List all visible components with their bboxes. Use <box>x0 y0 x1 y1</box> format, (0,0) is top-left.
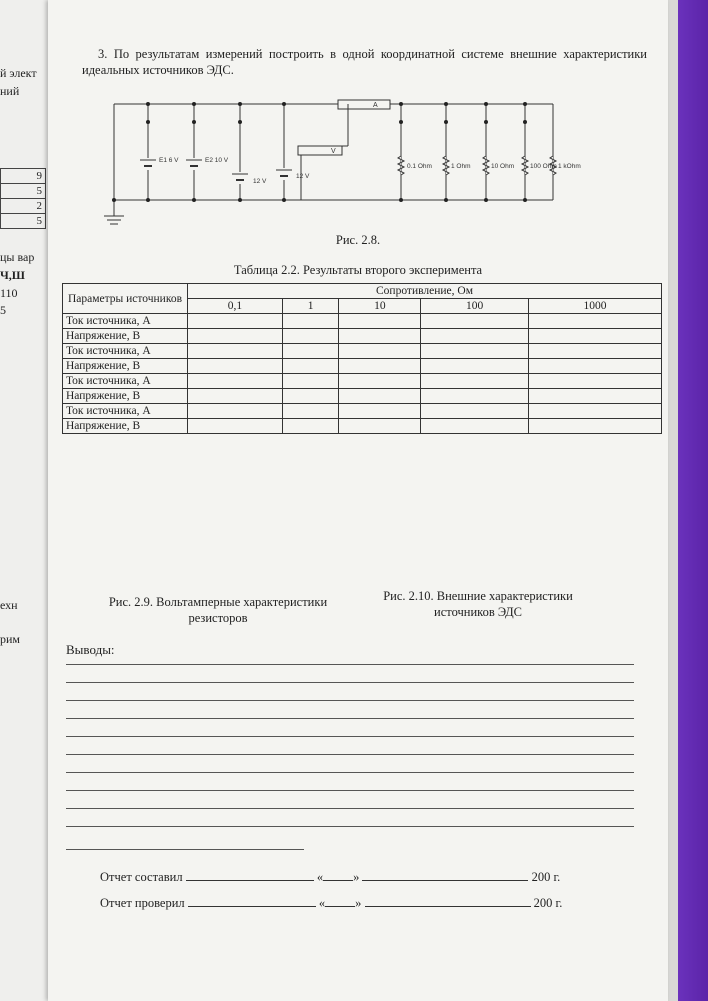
fig-2-8-caption: Рис. 2.8. <box>335 233 381 247</box>
resistor-label-5: 1 kOhm <box>558 163 581 170</box>
prev-row-1: 110 <box>0 286 18 300</box>
ammeter-label: A <box>373 102 378 109</box>
conclusion-line <box>66 718 634 719</box>
table-row: Напряжение, В <box>63 359 662 374</box>
prev-header: Ч,Ш <box>0 268 25 282</box>
source-label-3: 12 V <box>253 178 267 185</box>
table-row: Ток источника, А <box>63 314 662 329</box>
results-table <box>62 283 662 434</box>
fig-2-9-caption: Рис. 2.9. Вольтамперные характеристики резисторов <box>108 595 328 625</box>
signature-checked: Отчет проверил « » 200 г. <box>100 896 563 910</box>
conclusion-line <box>66 826 634 827</box>
day-blank[interactable] <box>323 880 353 881</box>
source-label-2: E2 10 V <box>205 157 229 164</box>
month-blank[interactable] <box>365 906 531 907</box>
document-page <box>48 0 668 1001</box>
resistance-col-1: 0,1 <box>188 299 283 314</box>
table-row: Напряжение, В <box>63 329 662 344</box>
conclusion-line <box>66 664 634 665</box>
conclusions-label: Выводы: <box>66 642 115 657</box>
conclusion-line <box>66 736 634 737</box>
table-row: Ток источника, А <box>63 344 662 359</box>
table-row: Ток источника, А <box>63 404 662 419</box>
voltmeter-label: V <box>331 148 336 155</box>
table-title: Таблица 2.2. Результаты второго эксперимента <box>233 263 483 277</box>
resistance-header: Сопротивление, Ом <box>188 284 662 299</box>
prev-line-2: ний <box>0 84 20 98</box>
prev-side-2: рим <box>0 632 21 646</box>
month-blank[interactable] <box>362 880 528 881</box>
fig-2-10-caption: Рис. 2.10. Внешние характеристики источников ЭДС <box>383 589 573 619</box>
resistor-label-1: 0.1 Ohm <box>407 163 432 170</box>
prev-caption: цы вар <box>0 250 35 264</box>
prev-table: 9 5 2 5 <box>0 168 46 229</box>
param-header: Параметры источников <box>63 284 188 314</box>
source-label-4: 12 V <box>296 173 310 180</box>
resistance-col-5: 1000 <box>528 299 661 314</box>
conclusion-line <box>66 754 634 755</box>
table-row: Напряжение, В <box>63 389 662 404</box>
conclusion-line <box>66 790 634 791</box>
source-label-1: E1 6 V <box>159 157 179 164</box>
previous-page <box>0 0 53 1001</box>
table-row: Ток источника, А <box>63 374 662 389</box>
resistance-col-2: 1 <box>282 299 339 314</box>
resistor-label-4: 100 Ohm <box>530 163 557 170</box>
ammeter <box>338 100 390 109</box>
resistance-col-3: 10 <box>339 299 421 314</box>
task-paragraph: 3. По результатам измерений построить в одной координатной системе внешние характеристики идеальных источников ЭДС. <box>82 47 647 77</box>
conclusion-line <box>66 772 634 773</box>
resistor-label-3: 10 Ohm <box>491 163 515 170</box>
conclusion-line <box>66 700 634 701</box>
prev-row-2: 5 <box>0 303 6 317</box>
resistor-label-2: 1 Ohm <box>451 163 471 170</box>
circuit-diagram <box>98 92 608 234</box>
prev-line-1: й элект <box>0 66 37 80</box>
name-blank[interactable] <box>186 880 314 881</box>
conclusion-line <box>66 682 634 683</box>
name-blank[interactable] <box>188 906 316 907</box>
table-row: Напряжение, В <box>63 419 662 434</box>
conclusion-line-short <box>66 849 304 850</box>
prev-side-1: ехн <box>0 598 18 612</box>
day-blank[interactable] <box>325 906 355 907</box>
conclusion-line <box>66 808 634 809</box>
signature-compiled: Отчет составил « » 200 г. <box>100 870 561 884</box>
resistance-col-4: 100 <box>421 299 529 314</box>
